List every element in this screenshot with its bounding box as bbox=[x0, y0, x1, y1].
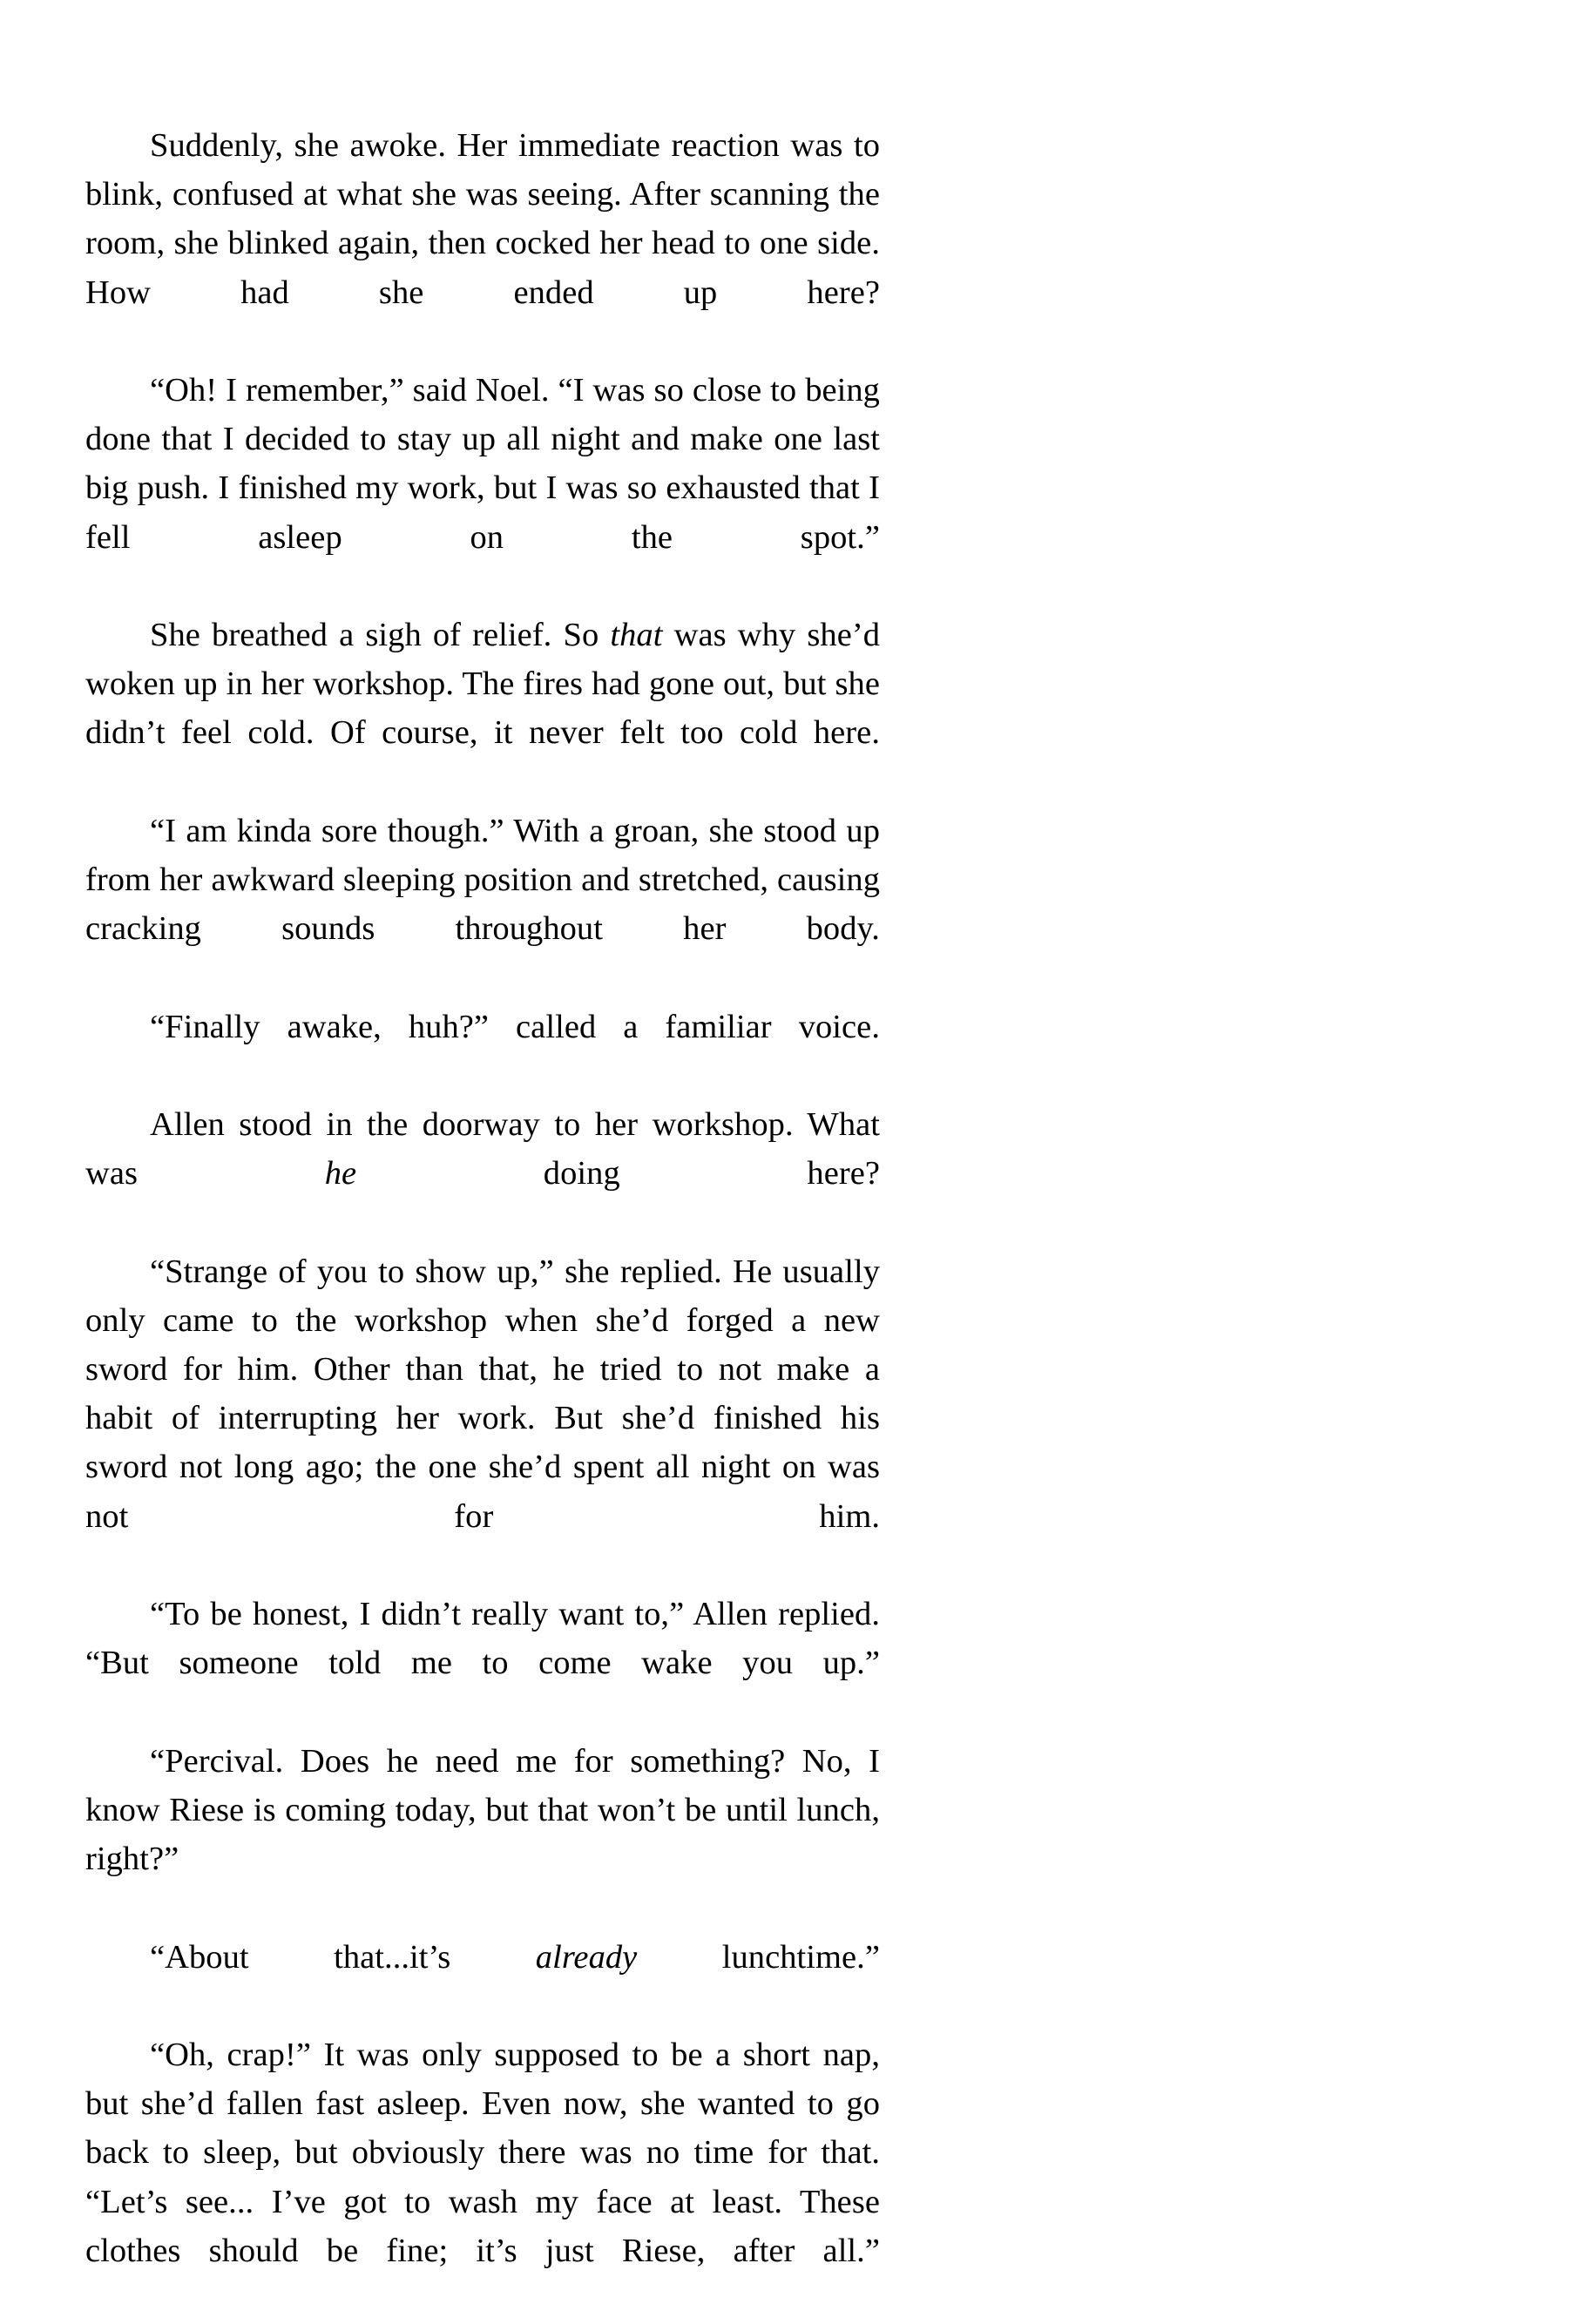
body-paragraph bbox=[85, 2030, 880, 2324]
body-paragraph bbox=[85, 1737, 880, 1933]
body-text: “I am kinda sore though.” With a groan, she stood up from her awkward sleeping position and stretched, causing cracking sounds throughout her body. bbox=[85, 812, 880, 948]
body-paragraph bbox=[85, 611, 880, 807]
body-text: “About that...it’s bbox=[150, 1938, 536, 1976]
body-text: Allen stood in the doorway to her workshop. What was bbox=[85, 1106, 880, 1192]
emphasis-text: that bbox=[610, 617, 663, 654]
body-text: lunchtime.” bbox=[637, 1938, 880, 1976]
body-text: doing here? bbox=[356, 1155, 880, 1192]
emphasis-text: he bbox=[324, 1155, 357, 1192]
body-paragraph bbox=[85, 1100, 880, 1247]
body-text: “To be honest, I didn’t really want to,” Allen replied. “But someone told me to come wake you up.” bbox=[85, 1596, 880, 1682]
body-text: “Oh! I remember,” said Noel. “I was so close to being done that I decided to stay up all night and make one last big push. I finished my work, but I was so exhausted that I fell asleep on the spot.” bbox=[85, 372, 880, 556]
body-paragraph bbox=[85, 1590, 880, 1737]
body-text: She breathed a sigh of relief. So bbox=[150, 617, 611, 654]
emphasis-text: already bbox=[535, 1938, 638, 1976]
body-paragraph bbox=[85, 1933, 880, 2030]
body-paragraph bbox=[85, 1003, 880, 1100]
body-text: “Percival. Does he need me for something? No, I know Riese is coming today, but that won’t be until lunch, right?” bbox=[85, 1742, 880, 1878]
body-text-column bbox=[85, 121, 880, 2324]
body-text: “Strange of you to show up,” she replied. He usually only came to the workshop when she’d forged a new sword for him. Other than that, he tried to not make a habit of interrupting her work. But she’d finished his sword not long ago; the one she’d spent all night on was not for him. bbox=[85, 1253, 880, 1535]
body-paragraph bbox=[85, 366, 880, 611]
body-text: “Oh, crap!” It was only supposed to be a short nap, but she’d fallen fast asleep. Even now, she wanted to go back to sleep, but obviously there was no time for that. “Let’s see... I’ve got to wash my face at least. These clothes should be fine; it’s just Riese, after all.” bbox=[85, 2036, 880, 2269]
body-paragraph bbox=[85, 121, 880, 366]
body-paragraph bbox=[85, 807, 880, 1003]
body-paragraph bbox=[85, 1247, 880, 1590]
body-text: “Finally awake, huh?” called a familiar voice. bbox=[150, 1008, 880, 1045]
body-text: was why she’d woken up in her workshop. The fires had gone out, but she didn’t feel cold. Of course, it never felt too cold here. bbox=[85, 617, 880, 752]
body-text: Suddenly, she awoke. Her immediate reaction was to blink, confused at what she was seeing. After scanning the room, she blinked again, then cocked her head to one side. How had she ended up here? bbox=[85, 127, 880, 311]
